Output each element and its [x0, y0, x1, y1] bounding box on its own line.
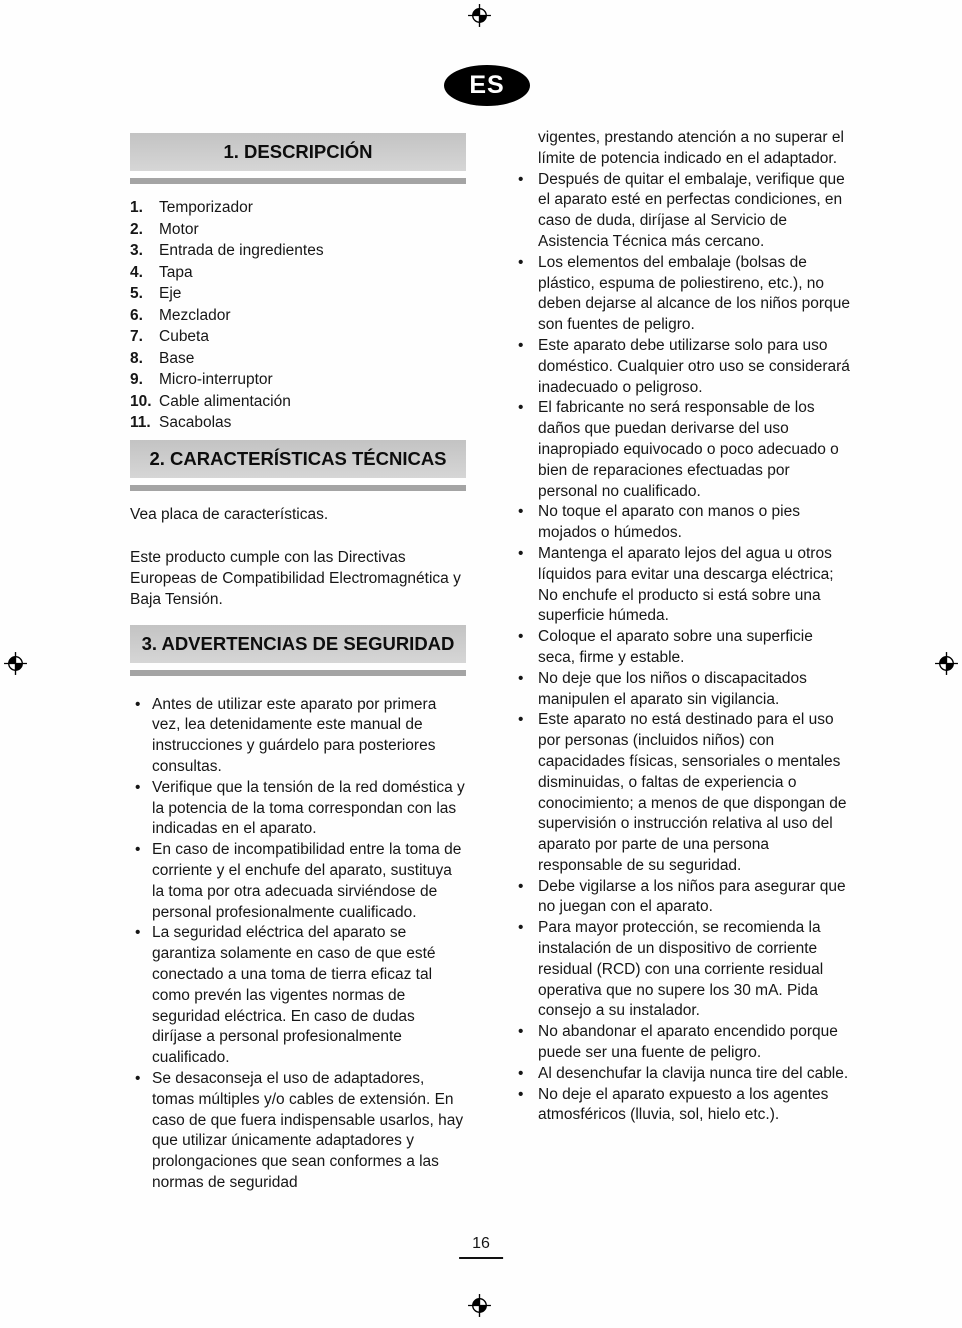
registration-mark-icon — [934, 651, 959, 676]
bullet-text: En caso de incompatibilidad entre la toma de corriente y el enchufe del aparato, sustituya la toma por otra adecuada sirviéndose de personal profesionalmente cualificado. — [152, 841, 462, 921]
registration-mark-icon — [467, 3, 492, 28]
description-part-item — [130, 348, 466, 370]
language-badge — [444, 65, 530, 106]
description-part-item — [130, 240, 466, 262]
description-part-item — [130, 391, 466, 413]
safety-bullet-item — [518, 669, 851, 711]
item-number: 11. — [130, 414, 151, 431]
safety-bullet-item — [518, 170, 851, 253]
safety-bullet-item — [135, 923, 466, 1069]
item-label: Base — [159, 349, 195, 367]
description-part-item — [130, 305, 466, 327]
item-label: Entrada de ingredientes — [159, 242, 324, 259]
description-part-item — [130, 262, 466, 284]
section-header-caracteristicas: 2. CARACTERÍSTICAS TÉCNICAS — [130, 440, 466, 478]
bullet-text: No deje el aparato expuesto a los agentes atmosféricos (lluvia, sol, hielo etc.). — [538, 1085, 829, 1124]
bullet-text: Debe vigilarse a los niños para asegurar que no juegan con el aparato. — [538, 877, 846, 916]
safety-bullet-item — [518, 336, 851, 398]
safety-continuation-text: vigentes, prestando atención a no superar el límite de potencia indicado en el adaptador. — [538, 129, 844, 167]
bullet-text: Este aparato debe utilizarse solo para uso doméstico. Cualquier otro uso se considerará inadecuado o peligroso. — [538, 336, 850, 396]
page-number: 16 — [459, 1235, 503, 1259]
item-number: 8. — [130, 349, 143, 367]
bullet-text: No toque el aparato con manos o pies mojados o húmedos. — [538, 503, 800, 542]
safety-bullet-item — [518, 877, 851, 919]
bullet-dot-icon: • — [518, 170, 524, 188]
item-label: Cable alimentación — [159, 392, 291, 410]
bullet-dot-icon: • — [518, 1085, 524, 1103]
description-part-item — [130, 197, 466, 219]
safety-bullet-item — [518, 1064, 851, 1085]
bullet-text: Este aparato no está destinado para el uso por personas (incluidos niños) con capacidades físicas, sensoriales o mentales disminuidas, o faltas de experiencia o conocimiento; a menos de que dispongan de supervisión o instrucción relativa al uso del aparato por parte de una persona responsable de su seguridad. — [538, 711, 847, 874]
item-number: 6. — [130, 306, 143, 324]
item-label: Cubeta — [159, 328, 209, 345]
item-label: Motor — [159, 220, 199, 238]
technical-paragraph: Vea placa de características. — [130, 505, 329, 523]
safety-bullet-item — [518, 627, 851, 669]
safety-bullet-item — [518, 398, 851, 502]
bullet-dot-icon: • — [135, 924, 141, 942]
bullet-dot-icon: • — [518, 669, 524, 687]
bullet-text: Antes de utilizar este aparato por primera vez, lea detenidamente este manual de instrucciones y guárdelo para posteriores consultas. — [152, 695, 437, 776]
bullet-text: Al desenchufar la clavija nunca tire del cable. — [538, 1064, 849, 1082]
bullet-text: Después de quitar el embalaje, verifique que el aparato esté en perfectas condiciones, en caso de duda, diríjase al Servicio de Asistencia Técnica más cercano. — [538, 170, 845, 250]
description-parts-list — [130, 197, 466, 434]
item-number: 5. — [130, 285, 143, 302]
section-header-descripcion: 1. DESCRIPCIÓN — [130, 133, 466, 171]
bullet-text: El fabricante no será responsable de los daños que puedan derivarse del uso inapropiado equivocado o poco adecuado o bien de reparaciones efectuadas por personal no cualificado. — [538, 399, 839, 500]
item-label: Mezclador — [159, 306, 231, 324]
bullet-text: No abandonar el aparato encendido porque puede ser una fuente de peligro. — [538, 1023, 838, 1062]
bullet-dot-icon: • — [518, 919, 524, 937]
bullet-dot-icon: • — [518, 336, 524, 354]
bullet-text: Coloque el aparato sobre una superficie seca, firme y estable. — [538, 628, 813, 666]
safety-bullet-item — [518, 544, 851, 627]
bullet-dot-icon: • — [135, 1070, 141, 1088]
description-part-item — [130, 369, 466, 391]
safety-bullet-item — [518, 1085, 851, 1127]
bullet-dot-icon: • — [518, 253, 524, 271]
safety-bullet-item — [135, 1069, 466, 1194]
description-part-item — [130, 283, 466, 305]
bullet-dot-icon: • — [135, 778, 141, 796]
language-badge-label: ES — [469, 71, 505, 99]
section-header-advertencias: 3. ADVERTENCIAS DE SEGURIDAD — [130, 625, 466, 663]
item-label: Micro-interruptor — [159, 371, 273, 388]
bullet-dot-icon: • — [518, 1064, 524, 1082]
item-number: 10. — [130, 392, 152, 410]
safety-bullet-item — [518, 1022, 851, 1064]
item-number: 7. — [130, 328, 143, 345]
bullet-dot-icon: • — [135, 695, 141, 713]
item-number: 1. — [130, 199, 143, 216]
bullet-dot-icon: • — [518, 544, 524, 562]
item-label: Eje — [159, 285, 182, 302]
bullet-text: Verifique que la tensión de la red doméstica y la potencia de la toma correspondan con las indicadas en el aparato. — [152, 778, 465, 838]
bullet-dot-icon: • — [518, 877, 524, 895]
safety-bullet-item — [518, 710, 851, 876]
item-label: Temporizador — [159, 199, 253, 216]
item-number: 2. — [130, 220, 143, 238]
description-part-item — [130, 412, 466, 434]
technical-paragraph: Este producto cumple con las Directivas Europeas de Compatibilidad Electromagnética y Baja Tensión. — [130, 549, 461, 608]
bullet-dot-icon: • — [518, 628, 524, 646]
bullet-text: Para mayor protección, se recomienda la instalación de un dispositivo de corriente residual (RCD) con una corriente residual operativa que no supere los 30 mA. Pida consejo a su instalador. — [538, 919, 824, 1020]
safety-bullet-item — [135, 695, 466, 778]
section-header-rule — [130, 178, 466, 184]
bullet-text: Se desaconseja el uso de adaptadores, tomas múltiples y/o cables de extensión. En caso de que fuera indispensable usarlos, hay que utilizar únicamente adaptadores y prolongaciones que sean conformes a las normas de seguridad — [152, 1070, 464, 1192]
bullet-dot-icon: • — [518, 399, 524, 417]
section-header-rule — [130, 670, 466, 676]
safety-bullet-item — [518, 502, 851, 544]
registration-mark-icon — [467, 1293, 492, 1318]
bullet-dot-icon: • — [518, 711, 524, 729]
right-column — [510, 128, 851, 1126]
left-column — [130, 133, 466, 1194]
registration-mark-icon — [3, 651, 28, 676]
item-number: 4. — [130, 263, 143, 281]
bullet-text: Los elementos del embalaje (bolsas de plástico, espuma de poliestireno, etc.), no deben dejarse al alcance de los niños porque son fuentes de peligro. — [538, 253, 850, 334]
item-number: 3. — [130, 242, 143, 259]
safety-bullet-item — [135, 778, 466, 840]
item-number: 9. — [130, 371, 143, 388]
section-header-rule — [130, 485, 466, 491]
description-part-item — [130, 219, 466, 241]
safety-bullet-item — [135, 840, 466, 923]
bullet-dot-icon: • — [518, 503, 524, 521]
bullet-text: No deje que los niños o discapacitados manipulen el aparato sin vigilancia. — [538, 669, 807, 708]
item-label: Sacabolas — [159, 414, 232, 431]
bullet-dot-icon: • — [518, 1023, 524, 1041]
description-part-item — [130, 326, 466, 348]
safety-bullet-item — [518, 253, 851, 336]
item-label: Tapa — [159, 263, 193, 281]
safety-bullet-list-left — [130, 695, 466, 1194]
bullet-text: Mantenga el aparato lejos del agua u otros líquidos para evitar una descarga eléctrica; No enchufe el producto si está sobre una superficie húmeda. — [538, 544, 834, 625]
bullet-text: La seguridad eléctrica del aparato se garantiza solamente en caso de que esté conectado a una toma de tierra eficaz tal como prevén las vigentes normas de seguridad eléctrica. En caso de dudas diríjase a personal profesionalmente cualificado. — [152, 924, 436, 1067]
safety-bullet-item — [518, 918, 851, 1022]
bullet-dot-icon: • — [135, 841, 141, 859]
safety-bullet-list-right — [510, 170, 851, 1127]
